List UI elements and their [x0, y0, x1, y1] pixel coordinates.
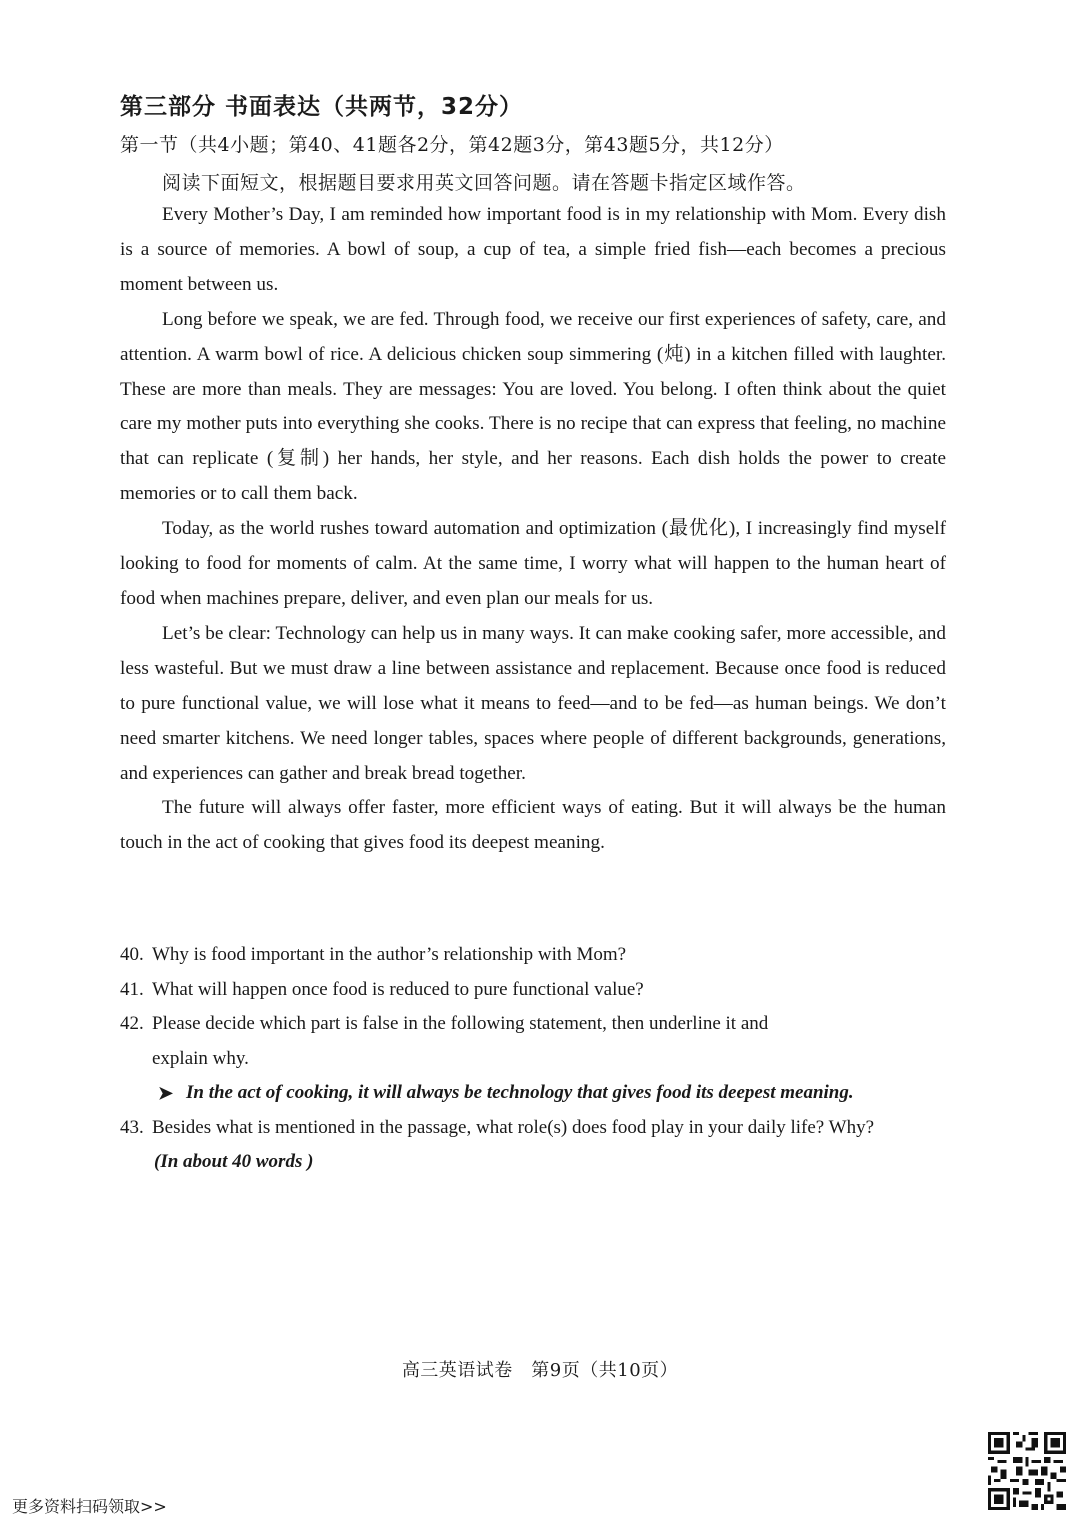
question-number: 43. [120, 1116, 144, 1138]
question-text: What will happen once food is reduced to pure functional value? [152, 978, 644, 1000]
question-number: 40. [120, 944, 144, 965]
word-limit: (In about 40 words ) [154, 1151, 314, 1172]
statement-text: In the act of cooking, it will always be technology that gives food its deepest meaning. [186, 1082, 854, 1103]
qr-label[interactable]: 更多资料扫码领取>> [12, 1497, 167, 1516]
passage-paragraph: Long before we speak, we are fed. Through food, we receive our first experiences of safety, care, and attention. A warm bowl of rice. A delicious chicken soup simmering (炖) in a kitchen filled with laughter. These are more than meals. They are messages: You are loved. You belong. I often think about the quiet care my mother puts into everything she cooks. There is no recipe that can express that feeling, no machine that can replicate (复制) her hands, her style, and her reasons. Each dish holds the power to create memories or to call them back. [120, 308, 946, 505]
question-text: Besides what is mentioned in the passage, what role(s) does food play in your daily life? Why? [152, 1116, 874, 1138]
question-text: Please decide which part is false in the following statement, then underline it and [152, 1013, 769, 1034]
passage-paragraph: The future will always offer faster, more efficient ways of eating. But it will always be the human touch in the act of cooking that gives food its deepest meaning. [120, 797, 946, 854]
question-number: 42. [120, 1013, 144, 1034]
reading-passage [120, 198, 946, 861]
passage-paragraph: Let’s be clear: Technology can help us in many ways. It can make cooking safer, more accessible, and less wasteful. But we must draw a line between assistance and replacement. Because once food is reduced to pure functional value, we will lose what it means to feed—and to be fed—as human beings. We don’t need smarter kitchens. We need longer tables, spaces where people of different backgrounds, generations, and experiences can gather and break bread together. [120, 622, 946, 784]
question-40 [120, 938, 946, 973]
page-footer: 高三英语试卷 第9页（共10页） [401, 1360, 679, 1381]
question-number: 41. [120, 978, 144, 1000]
passage-paragraph: Every Mother’s Day, I am reminded how important food is in my relationship with Mom. Every dish is a source of memories. A bowl of soup, a cup of tea, a simple fried fish—each becomes a precious moment between us. [120, 204, 946, 295]
qr-code-icon[interactable] [988, 1432, 1066, 1510]
passage-paragraph: Today, as the world rushes toward automation and optimization (最优化), I increasingly find myself looking to food for moments of calm. At the same time, I worry what will happen to the human heart of food when machines prepare, deliver, and even plan our meals for us. [120, 518, 946, 609]
question-42-continuation: explain why. [152, 1047, 249, 1069]
question-42 [120, 1007, 946, 1042]
false-statement [120, 1076, 946, 1111]
section-title: 第一节（共4小题；第40、41题各2分，第42题3分，第43题5分，共12分） [120, 134, 784, 156]
question-list [120, 938, 946, 1180]
part-title: 第三部分 书面表达（共两节，32分） [120, 94, 524, 120]
question-text: Why is food important in the author’s relationship with Mom? [152, 944, 627, 965]
question-41 [120, 973, 946, 1008]
instruction: 阅读下面短文，根据题目要求用英文回答问题。请在答题卡指定区域作答。 [162, 172, 806, 194]
question-43 [120, 1111, 946, 1146]
arrow-right-icon: ➤ [158, 1083, 174, 1103]
